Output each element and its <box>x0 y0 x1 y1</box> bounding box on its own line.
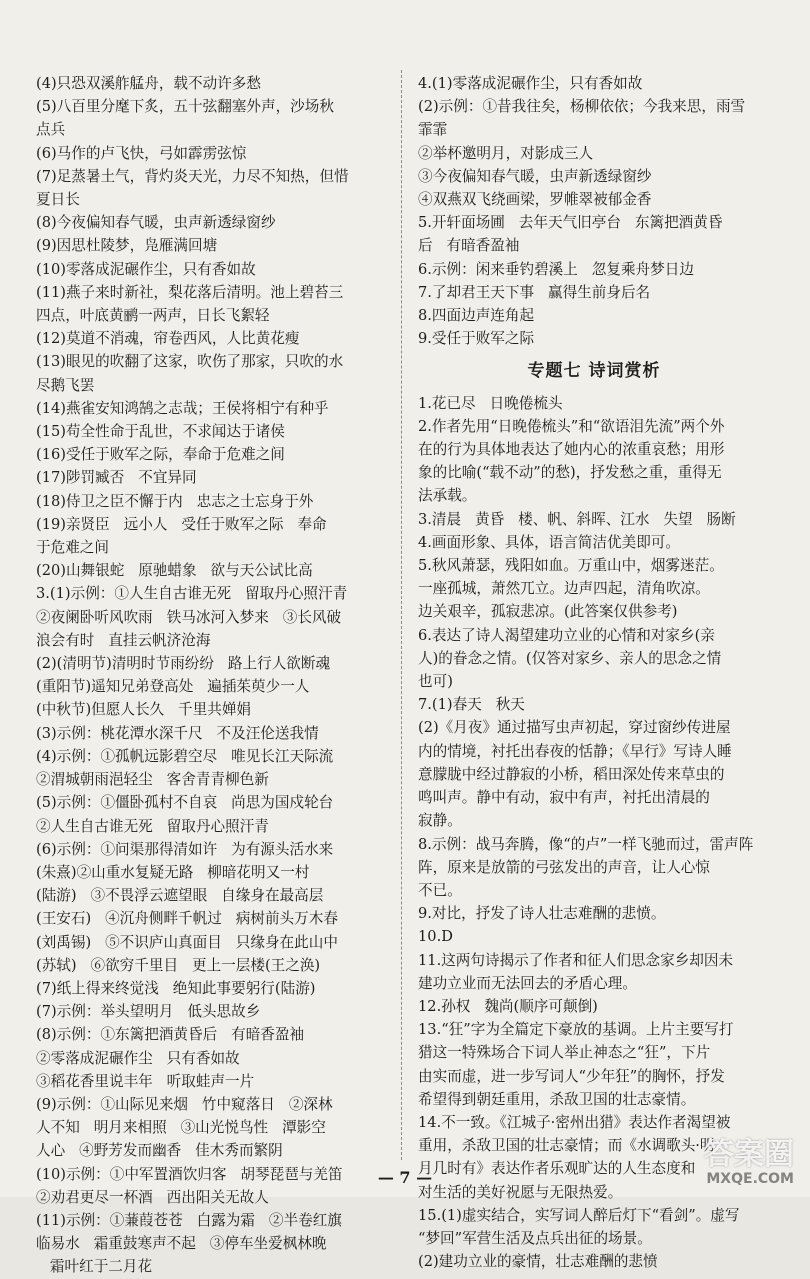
answer-line: 阵，原来是放箭的弓弦发出的声音，让人心惊 <box>418 858 710 876</box>
answer-line: ④双燕双飞绕画梁，罗帷翠被郁金香 <box>418 191 652 209</box>
answer-line: 1.花已尽 日晚倦梳头 <box>418 394 563 412</box>
answer-line: 由实而虚，进一步写词人“少年狂”的胸怀，抒发 <box>418 1067 725 1085</box>
answer-line: (2)(清明节)清明时节雨纷纷 路上行人欲断魂 <box>36 655 331 673</box>
answer-line: (4)示例：①孤帆远影碧空尽 唯见长江天际流 <box>36 747 334 765</box>
answer-line: 9.受任于败军之际 <box>418 330 535 348</box>
answer-line: (2)示例：①昔我往矣，杨柳依依；今我来思，雨雪 <box>418 98 746 116</box>
answer-line: ②零落成泥碾作尘 只有香如故 <box>36 1049 240 1067</box>
answer-line: ③稻花香里说丰年 听取蛙声一片 <box>36 1072 255 1090</box>
answer-line: 霏霏 <box>418 121 448 139</box>
answer-line: (2)《月夜》通过描写虫声初起，穿过窗纱传进屋 <box>418 719 731 737</box>
answer-line: 3.(1)示例：①人生自古谁无死 留取丹心照汗青 <box>36 585 348 603</box>
answer-line: 6.表达了诗人渴望建功立业的心情和对家乡(亲 <box>418 626 715 644</box>
answer-line: 尽鹅飞罢 <box>36 376 95 394</box>
answer-line: 鸣叫声。静中有动，寂中有声，衬托出清晨的 <box>418 789 710 807</box>
answer-line: (7)足蒸暑土气，背灼炎天光，力尽不知热，但惜 <box>36 167 349 185</box>
answer-line: 对生活的美好祝愿与无限热爱。 <box>418 1183 623 1201</box>
watermark-site: MXQE.COM <box>706 1171 794 1187</box>
answer-line: (5)示例：①僵卧孤村不自哀 尚思为国戍轮台 <box>36 794 334 812</box>
answer-line: 四点，叶底黄鹂一两声，日长飞絮轻 <box>36 307 270 325</box>
answer-line: 内的情境，衬托出春夜的恬静；《早行》写诗人睡 <box>418 742 732 760</box>
answer-line: 6.示例：闲来垂钓碧溪上 忽复乘舟梦日边 <box>418 260 694 278</box>
answer-line: 4.画面形象、具体，语言简洁优美即可。 <box>418 533 681 551</box>
answer-line: (19)亲贤臣 远小人 受任于败军之际 奉命 <box>36 515 327 533</box>
answer-line: 浪会有时 直挂云帆济沧海 <box>36 631 211 649</box>
answer-line: 人心 ④野芳发而幽香 佳木秀而繁阴 <box>36 1142 283 1160</box>
answer-line: (13)眼见的吹翻了这家，吹伤了那家，只吹的水 <box>36 353 344 371</box>
answer-line: (王安石) ④沉舟侧畔千帆过 病树前头万木春 <box>36 910 338 928</box>
answer-line: (陆游) ③不畏浮云遮望眼 自缘身在最高层 <box>36 887 324 905</box>
answer-line: (12)莫道不消魂，帘卷西风，人比黄花瘦 <box>36 330 300 348</box>
watermark <box>684 1139 794 1189</box>
answer-line: (重阳节)遥知兄弟登高处 遍插茱萸少一人 <box>36 678 310 696</box>
answer-line: (17)陟罚臧否 不宜异同 <box>36 469 197 487</box>
right-column-top-answers <box>418 72 770 350</box>
section-title: 专题七 诗词赏析 <box>527 361 661 382</box>
answer-line: 临易水 霜重鼓寒声不起 ③停车坐爱枫林晚 <box>36 1235 327 1253</box>
answer-line: 15.(1)虚实结合，实写词人醉后灯下“看剑”。虚写 <box>418 1206 740 1224</box>
right-column <box>418 72 770 1273</box>
answer-line: (10)零落成泥碾作尘，只有香如故 <box>36 260 256 278</box>
left-column <box>36 72 388 1279</box>
answer-line: 边关艰辛，孤寂悲凉。(此答案仅供参考) <box>418 603 678 621</box>
answer-line: 在的行为具体地表达了她内心的浓重哀愁；用形 <box>418 441 725 459</box>
answer-line: ③今夜偏知春气暖，虫声新透绿窗纱 <box>418 167 652 185</box>
answer-line: 11.这两句诗揭示了作者和征人们思念家乡却因未 <box>418 951 734 969</box>
answer-line: 人)的眷念之情。(仅答对家乡、亲人的思念之情 <box>418 649 722 667</box>
answer-line: (6)马作的卢飞快，弓如霹雳弦惊 <box>36 144 247 162</box>
answer-line: 8.四面边声连角起 <box>418 307 535 325</box>
answer-line: (2)建功立业的豪情，壮志难酬的悲愤 <box>418 1253 658 1271</box>
answer-line: 14.不一致。《江城子·密州出猎》表达作者渴望被 <box>418 1113 731 1131</box>
answer-line: (苏轼) ⑥欲穷千里目 更上一层楼(王之涣) <box>36 956 321 974</box>
answer-line: (朱熹)②山重水复疑无路 柳暗花明又一村 <box>36 863 310 881</box>
answer-line: 后 有暗香盈袖 <box>418 237 520 255</box>
page-number: — 7 — <box>377 1168 433 1187</box>
watermark-logo: 答案圈 <box>704 1137 794 1172</box>
answer-line: (中秋节)但愿人长久 千里共婵娟 <box>36 701 252 719</box>
answer-line: 夏日长 <box>36 191 80 209</box>
answer-line: (11)示例：①蒹葭苍苍 白露为霜 ②半卷红旗 <box>36 1211 342 1229</box>
answer-line: (9)示例：①山际见来烟 竹中窥落日 ②深林 <box>36 1095 333 1113</box>
answer-line: 3.清晨 黄昏 楼、帆、斜晖、江水 失望 肠断 <box>418 510 736 528</box>
answer-line: ②渭城朝雨浥轻尘 客舍青青柳色新 <box>36 771 269 789</box>
answer-line: (4)只恐双溪舴艋舟，载不动许多愁 <box>36 75 261 92</box>
answer-line: (14)燕雀安知鸿鹄之志哉；王侯将相宁有种乎 <box>36 399 329 417</box>
answer-line: (7)纸上得来终觉浅 绝知此事要躬行(陆游) <box>36 979 316 997</box>
answer-line: (18)侍卫之臣不懈于内 忠志之士忘身于外 <box>36 492 314 510</box>
answer-line: (刘禹锡) ⑤不识庐山真面目 只缘身在此山中 <box>36 933 338 951</box>
answer-line: 4.(1)零落成泥碾作尘，只有香如故 <box>418 75 643 92</box>
answer-line: 12.孙权 魏尚(顺序可颠倒) <box>418 997 598 1015</box>
answer-line: 点兵 <box>36 121 66 139</box>
answer-line: 霜叶红于二月花 <box>36 1258 153 1276</box>
answer-line: 5.开轩面场圃 去年天气旧亭台 东篱把酒黄昏 <box>418 214 723 232</box>
answer-line: (20)山舞银蛇 原驰蜡象 欲与天公试比高 <box>36 562 313 580</box>
answer-line: (8)示例：①东篱把酒黄昏后 有暗香盈袖 <box>36 1026 305 1044</box>
answer-line: 也可) <box>418 673 453 691</box>
answer-line: (6)示例：①问渠那得清如许 为有源头活水来 <box>36 840 334 858</box>
answer-line: (8)今夜偏知春气暖，虫声新透绿窗纱 <box>36 214 276 232</box>
answer-line: 13.“狂”字为全篇定下豪放的基调。上片主要写打 <box>418 1021 734 1039</box>
answer-line: (9)因思杜陵梦，凫雁满回塘 <box>36 237 218 255</box>
answer-line: 7.(1)春天 秋天 <box>418 696 525 714</box>
answer-line: (7)示例：举头望明月 低头思故乡 <box>36 1003 261 1021</box>
answer-line: (3)示例：桃花潭水深千尺 不及汪伦送我情 <box>36 724 319 742</box>
answer-line: 建功立业而无法回去的矛盾心理。 <box>418 974 637 992</box>
answer-line: 寂静。 <box>418 812 462 830</box>
answer-line: 希望得到朝廷重用，杀敌卫国的壮志豪情。 <box>418 1090 696 1108</box>
answer-line: ②夜阑卧听风吹雨 铁马冰河入梦来 ③长风破 <box>36 608 342 626</box>
answer-line: ②劝君更尽一杯酒 西出阳关无故人 <box>36 1188 269 1206</box>
answer-line: 9.对比，抒发了诗人壮志难酬的悲愤。 <box>418 905 666 923</box>
answer-line: 7.了却君王天下事 赢得生前身后名 <box>418 283 651 301</box>
answer-line: (16)受任于败军之际，奉命于危难之间 <box>36 446 285 464</box>
answer-line: 2.作者先用“日晚倦梳头”和“欲语泪先流”两个外 <box>418 417 725 435</box>
column-divider <box>401 70 402 1160</box>
answer-line: 意朦胧中经过静寂的小桥，稻田深处传来草虫的 <box>418 765 725 783</box>
answer-line: 象的比喻(“载不动”的愁)，抒发愁之重，重得无 <box>418 464 722 482</box>
answer-line: 于危难之间 <box>36 539 109 557</box>
answer-line: 猎这一特殊场合下词人举止神态之“狂”，下片 <box>418 1044 711 1062</box>
answer-line: 不已。 <box>418 881 462 899</box>
answer-line: 月几时有》表达作者乐观旷达的人生态度和 <box>418 1160 696 1178</box>
answer-line: 8.示例：战马奔腾，像“的卢”一样飞驰而过，雷声阵 <box>418 835 754 853</box>
answer-line: (11)燕子来时新社，梨花落后清明。池上碧苔三 <box>36 283 344 301</box>
answer-line: (10)示例：①中军置酒饮归客 胡琴琵琶与羌笛 <box>36 1165 343 1183</box>
answer-line: ②举杯邀明月，对影成三人 <box>418 144 594 162</box>
answer-line: 10.D <box>418 928 453 946</box>
answer-line: (15)苟全性命于乱世，不求闻达于诸侯 <box>36 423 285 441</box>
answer-line: 人不知 明月来相照 ③山光悦鸟性 潭影空 <box>36 1119 326 1137</box>
answer-line: 5.秋风萧瑟，残阳如血。万重山中，烟雾迷茫。 <box>418 557 724 575</box>
answer-line: 一座孤城，萧然兀立。边声四起，清角吹凉。 <box>418 580 710 598</box>
answer-line: (5)八百里分麾下炙，五十弦翻塞外声，沙场秋 <box>36 98 334 116</box>
answer-line: 法承载。 <box>418 487 477 505</box>
answer-line: “梦回”军营生活及点兵出征的场景。 <box>418 1229 652 1247</box>
answer-line: ②人生自古谁无死 留取丹心照汗青 <box>36 817 269 835</box>
answer-line: 重用，杀敌卫国的壮志豪情；而《水调歌头·明 <box>418 1137 715 1155</box>
